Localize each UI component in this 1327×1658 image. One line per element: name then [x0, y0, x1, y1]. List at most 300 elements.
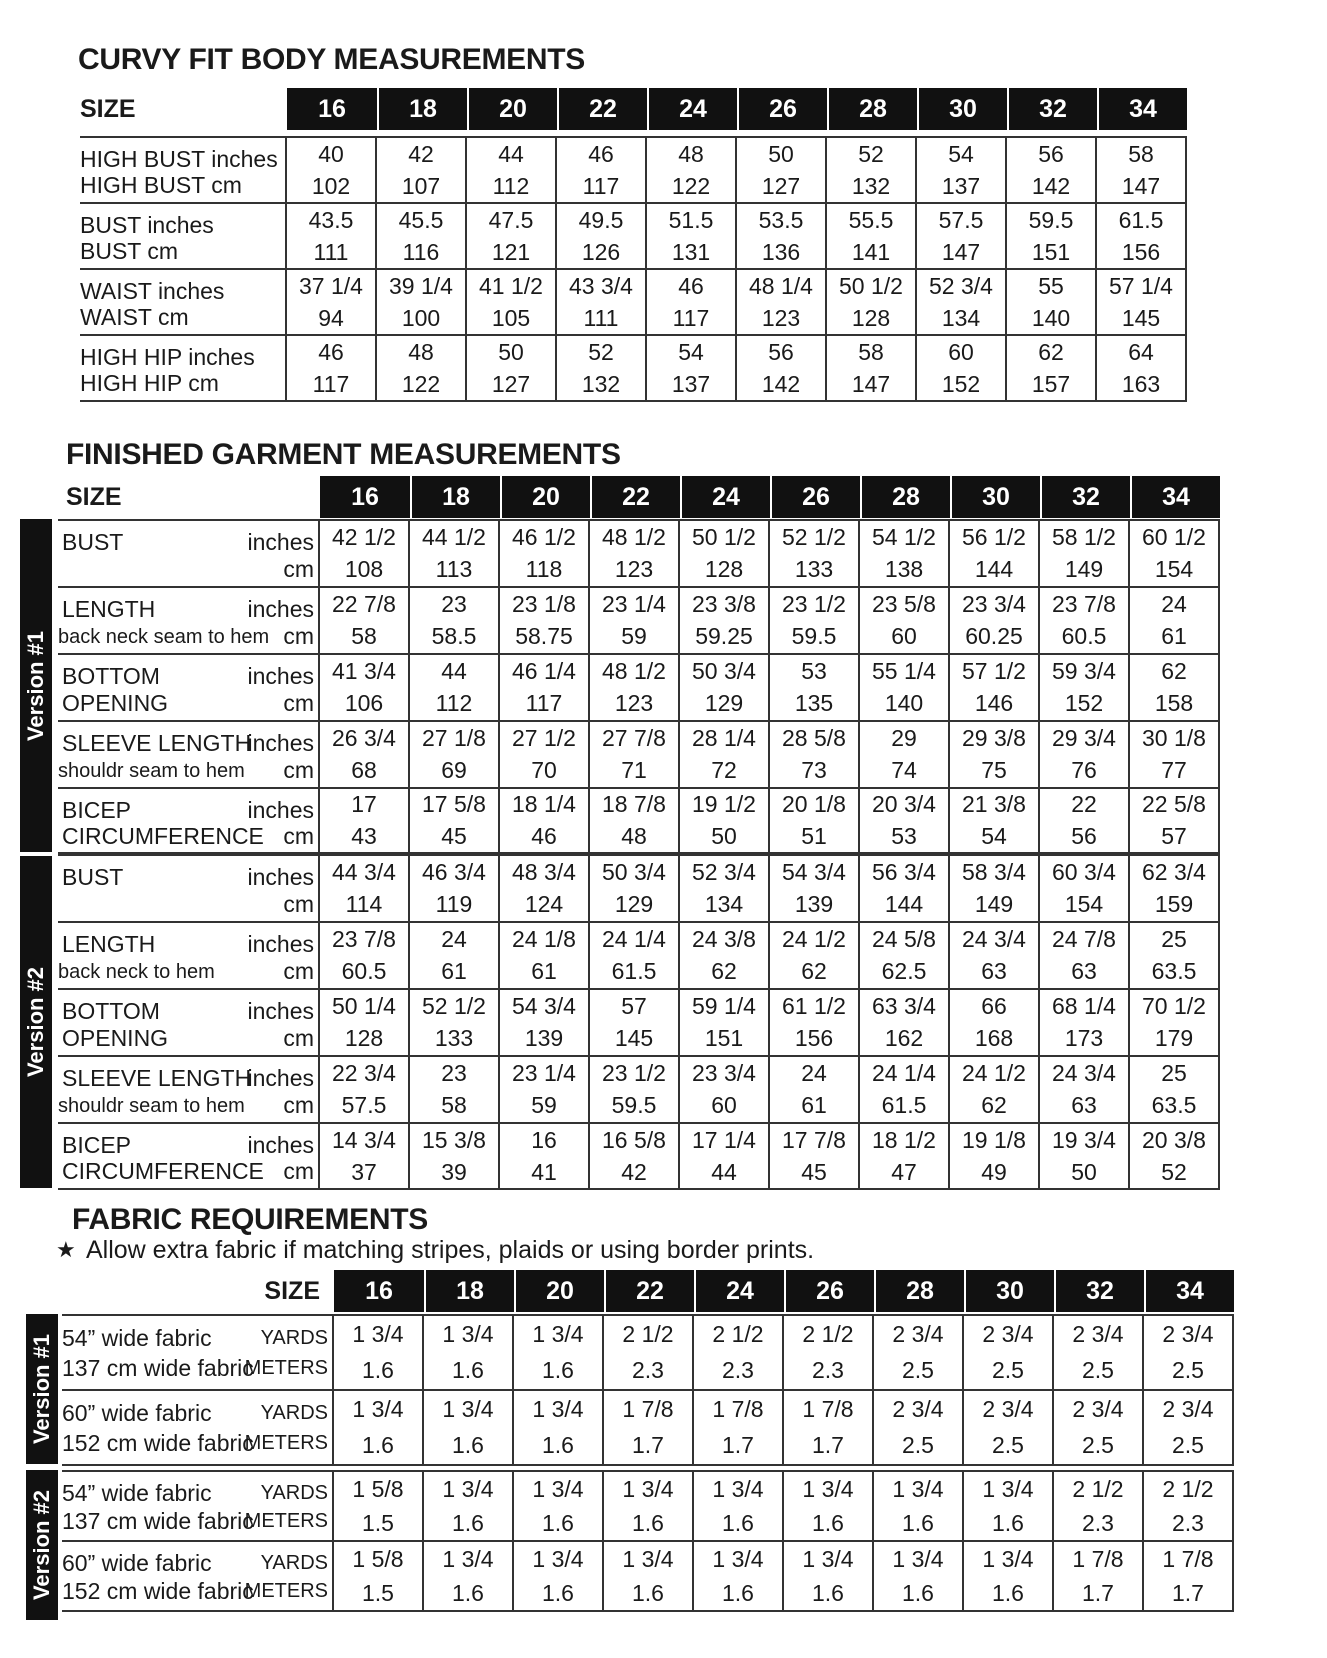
value-primary: 28 1/4 — [692, 724, 756, 751]
unit-label: METERS — [244, 1510, 328, 1532]
garment-v2-value-size-20 — [500, 1057, 590, 1122]
body-value-size-30 — [917, 204, 1007, 268]
value-secondary: 173 — [1064, 1025, 1104, 1052]
value-primary: 53 — [801, 657, 827, 684]
value-secondary: 118 — [525, 556, 563, 583]
garment-v1-value-size-28 — [860, 722, 950, 787]
garment-v2-value-size-20 — [500, 856, 590, 921]
value-primary: 46 — [678, 272, 704, 299]
garment-v1-value-size-22 — [590, 655, 680, 720]
garment-size-24: 24 — [680, 476, 770, 518]
version-1-fabric-label: Version #1 — [26, 1314, 58, 1464]
body-size-34: 34 — [1097, 88, 1187, 130]
value-secondary: 73 — [801, 757, 827, 784]
body-value-size-30 — [917, 336, 1007, 400]
value-secondary: 1.6 — [452, 1357, 484, 1384]
garment-v1-value-size-34 — [1130, 789, 1220, 852]
value-primary: 51.5 — [668, 206, 714, 233]
body-measurements-title: CURVY FIT BODY MEASUREMENTS — [78, 43, 585, 76]
value-primary: 2 3/4 — [982, 1320, 1034, 1347]
value-primary: 24 5/8 — [872, 925, 936, 952]
measurement-name: BOTTOM — [62, 663, 160, 689]
body-value-size-34 — [1097, 270, 1187, 334]
value-primary: 59 3/4 — [1052, 657, 1116, 684]
value-secondary: 1.6 — [722, 1579, 754, 1606]
value-secondary: 100 — [401, 304, 441, 331]
body-value-size-26 — [737, 336, 827, 400]
unit-label: inches — [247, 596, 314, 622]
value-secondary: 147 — [941, 238, 981, 265]
value-secondary: 62.5 — [881, 958, 927, 985]
value-primary: 24 1/4 — [602, 925, 666, 952]
garment-v1-row-label — [58, 588, 320, 653]
version-1-garment-table — [58, 519, 1220, 854]
value-primary: 20 1/8 — [782, 791, 846, 818]
value-secondary: 77 — [1161, 757, 1187, 784]
value-secondary: 2.5 — [992, 1432, 1024, 1459]
unit-label: cm — [283, 1025, 314, 1051]
value-secondary: 63.5 — [1151, 1092, 1197, 1119]
value-secondary: 60.25 — [965, 623, 1023, 650]
value-primary: 2 1/2 — [802, 1320, 854, 1347]
body-value-size-22 — [557, 138, 647, 202]
value-primary: 48 1/2 — [602, 657, 666, 684]
measurement-subname: WAIST cm — [80, 304, 189, 330]
fabric-v1-value-size-16 — [334, 1391, 424, 1464]
fabric-v2-value-size-18 — [424, 1542, 514, 1610]
garment-v2-value-size-28 — [860, 856, 950, 921]
fabric-v1-value-size-28 — [874, 1391, 964, 1464]
value-secondary: 121 — [491, 238, 531, 265]
garment-v1-value-size-16 — [320, 655, 410, 720]
value-primary: 1 3/4 — [982, 1545, 1034, 1572]
body-value-size-22 — [557, 270, 647, 334]
value-secondary: 75 — [981, 757, 1007, 784]
fabric-size-26: 26 — [784, 1270, 874, 1312]
body-value-size-18 — [377, 336, 467, 400]
value-primary: 2 3/4 — [1072, 1395, 1124, 1422]
value-primary: 23 1/4 — [512, 1059, 576, 1086]
value-secondary: 159 — [1154, 891, 1194, 918]
measurement-name: SLEEVE LENGTH — [62, 1065, 252, 1091]
value-primary: 29 — [891, 724, 917, 751]
garment-v1-value-size-32 — [1040, 521, 1130, 586]
garment-v2-value-size-18 — [410, 1057, 500, 1122]
fabric-v2-value-size-24 — [694, 1472, 784, 1540]
garment-v1-value-size-34 — [1130, 655, 1220, 720]
value-primary: 46 1/2 — [512, 523, 576, 550]
value-secondary: 47 — [891, 1158, 917, 1185]
value-primary: 1 7/8 — [1072, 1545, 1124, 1572]
value-secondary: 59.5 — [791, 623, 837, 650]
value-secondary: 144 — [884, 891, 924, 918]
fabric-note: Allow extra fabric if matching stripes, plaids or using border prints. — [86, 1236, 815, 1264]
fabric-size-header — [62, 1270, 1234, 1312]
garment-v2-value-size-28 — [860, 923, 950, 988]
value-secondary: 54 — [981, 822, 1007, 849]
measurement-subname: CIRCUMFERENCE — [62, 823, 264, 849]
value-primary: 2 3/4 — [1162, 1320, 1214, 1347]
garment-v2-value-size-22 — [590, 1124, 680, 1188]
version-1-garment-label: Version #1 — [20, 519, 52, 852]
value-primary: 29 3/4 — [1052, 724, 1116, 751]
value-secondary: 51 — [801, 822, 827, 849]
value-primary: 24 7/8 — [1052, 925, 1116, 952]
value-primary: 24 1/8 — [512, 925, 576, 952]
body-size-22: 22 — [557, 88, 647, 130]
value-primary: 28 5/8 — [782, 724, 846, 751]
value-secondary: 60.5 — [341, 958, 387, 985]
value-secondary: 71 — [621, 757, 647, 784]
value-secondary: 127 — [761, 172, 801, 199]
value-secondary: 39 — [441, 1158, 467, 1185]
value-primary: 58 3/4 — [962, 858, 1026, 885]
value-primary: 52 — [588, 338, 614, 365]
value-secondary: 1.5 — [362, 1509, 394, 1536]
fabric-size-22: 22 — [604, 1270, 694, 1312]
garment-v2-row — [58, 923, 1220, 990]
value-primary: 57 1/4 — [1109, 272, 1173, 299]
garment-v1-value-size-24 — [680, 655, 770, 720]
garment-v1-value-size-30 — [950, 521, 1040, 586]
measurement-subname: BUST cm — [80, 238, 178, 264]
body-size-26: 26 — [737, 88, 827, 130]
garment-v1-value-size-26 — [770, 588, 860, 653]
value-primary: 50 3/4 — [692, 657, 756, 684]
fabric-v2-value-size-32 — [1054, 1542, 1144, 1610]
measurement-subname: 137 cm wide fabric — [62, 1508, 254, 1534]
value-primary: 54 — [948, 140, 974, 167]
value-primary: 2 3/4 — [1072, 1320, 1124, 1347]
value-primary: 61 1/2 — [782, 992, 846, 1019]
value-primary: 24 3/8 — [692, 925, 756, 952]
value-secondary: 63 — [1071, 1092, 1097, 1119]
value-primary: 43.5 — [308, 206, 354, 233]
value-secondary: 128 — [704, 556, 744, 583]
value-secondary: 45 — [441, 822, 467, 849]
value-primary: 46 — [318, 338, 344, 365]
value-secondary: 156 — [1121, 238, 1161, 265]
value-primary: 48 1/4 — [749, 272, 813, 299]
body-value-size-16 — [287, 204, 377, 268]
value-secondary: 58 — [441, 1092, 467, 1119]
value-primary: 23 7/8 — [332, 925, 396, 952]
fabric-size-20: 20 — [514, 1270, 604, 1312]
body-row — [80, 138, 1187, 204]
garment-v2-value-size-34 — [1130, 1057, 1220, 1122]
body-row — [80, 204, 1187, 270]
value-primary: 61.5 — [1118, 206, 1164, 233]
value-secondary: 151 — [704, 1025, 744, 1052]
value-primary: 2 1/2 — [622, 1320, 674, 1347]
garment-v1-row-label — [58, 722, 320, 787]
garment-size-32: 32 — [1040, 476, 1130, 518]
version-2-garment-table — [58, 854, 1220, 1190]
unit-label: cm — [283, 823, 314, 849]
garment-v1-value-size-22 — [590, 521, 680, 586]
body-row-label — [80, 204, 287, 268]
garment-measurements-title: FINISHED GARMENT MEASUREMENTS — [66, 438, 621, 471]
measurement-subname: 137 cm wide fabric — [62, 1355, 254, 1381]
value-secondary: 2.5 — [992, 1357, 1024, 1384]
value-secondary: 139 — [794, 891, 834, 918]
measurement-subname: 152 cm wide fabric — [62, 1578, 254, 1604]
value-secondary: 42 — [621, 1158, 647, 1185]
fabric-size-18: 18 — [424, 1270, 514, 1312]
value-secondary: 62 — [801, 958, 827, 985]
value-primary: 1 3/4 — [892, 1545, 944, 1572]
garment-v2-value-size-22 — [590, 923, 680, 988]
body-value-size-30 — [917, 138, 1007, 202]
value-primary: 1 3/4 — [442, 1545, 494, 1572]
value-secondary: 106 — [344, 690, 384, 717]
garment-v1-row — [58, 655, 1220, 722]
value-primary: 41 1/2 — [479, 272, 543, 299]
fabric-v1-value-size-30 — [964, 1391, 1054, 1464]
fabric-v2-value-size-30 — [964, 1472, 1054, 1540]
value-secondary: 62 — [981, 1092, 1007, 1119]
garment-size-16: 16 — [351, 482, 379, 511]
value-primary: 58 — [1128, 140, 1154, 167]
garment-v1-value-size-24 — [680, 588, 770, 653]
garment-v2-value-size-30 — [950, 1057, 1040, 1122]
garment-size-18: 18 — [410, 476, 500, 518]
value-secondary: 72 — [711, 757, 737, 784]
value-primary: 1 3/4 — [532, 1545, 584, 1572]
value-secondary: 63 — [1071, 958, 1097, 985]
value-primary: 19 1/2 — [692, 791, 756, 818]
version-2-fabric-label: Version #2 — [26, 1470, 58, 1620]
value-secondary: 94 — [318, 304, 344, 331]
body-value-size-22 — [557, 336, 647, 400]
value-secondary: 76 — [1071, 757, 1097, 784]
measurement-name: BUST — [62, 529, 124, 555]
value-secondary: 56 — [1071, 822, 1097, 849]
value-secondary: 1.6 — [992, 1579, 1024, 1606]
value-primary: 19 3/4 — [1052, 1126, 1116, 1153]
value-secondary: 124 — [524, 891, 564, 918]
value-primary: 64 — [1128, 338, 1154, 365]
value-secondary: 1.7 — [632, 1432, 664, 1459]
measurement-name: 54” wide fabric — [62, 1325, 212, 1351]
value-primary: 54 — [678, 338, 704, 365]
unit-label: inches — [247, 864, 314, 890]
value-secondary: 111 — [583, 304, 619, 331]
value-secondary: 133 — [794, 556, 834, 583]
value-secondary: 105 — [491, 304, 531, 331]
value-secondary: 134 — [704, 891, 744, 918]
value-secondary: 61 — [1161, 623, 1187, 650]
garment-v1-row — [58, 521, 1220, 588]
value-secondary: 117 — [525, 690, 563, 717]
fabric-size-24: 24 — [694, 1270, 784, 1312]
fabric-size-32: 32 — [1054, 1270, 1144, 1312]
garment-v1-row — [58, 588, 1220, 655]
value-primary: 2 3/4 — [1162, 1395, 1214, 1422]
value-primary: 20 3/4 — [872, 791, 936, 818]
body-row-label — [80, 270, 287, 334]
value-secondary: 117 — [312, 370, 350, 397]
value-primary: 23 1/2 — [782, 590, 846, 617]
body-value-size-32 — [1007, 336, 1097, 400]
fabric-v1-value-size-20 — [514, 1391, 604, 1464]
fabric-v1-value-size-22 — [604, 1391, 694, 1464]
body-value-size-22 — [557, 204, 647, 268]
value-secondary: 43 — [351, 822, 377, 849]
value-primary: 1 3/4 — [712, 1475, 764, 1502]
body-value-size-34 — [1097, 204, 1187, 268]
garment-v1-value-size-32 — [1040, 588, 1130, 653]
value-primary: 23 1/2 — [602, 1059, 666, 1086]
body-size-columns — [287, 88, 1187, 130]
body-size-16: 16 — [318, 94, 346, 123]
value-secondary: 108 — [344, 556, 384, 583]
value-primary: 1 5/8 — [352, 1545, 404, 1572]
value-primary: 18 1/2 — [872, 1126, 936, 1153]
value-secondary: 58.5 — [431, 623, 477, 650]
measurement-subname: HIGH BUST cm — [80, 172, 242, 198]
garment-v2-value-size-28 — [860, 990, 950, 1055]
garment-v2-value-size-26 — [770, 990, 860, 1055]
value-secondary: 179 — [1154, 1025, 1194, 1052]
body-size-20: 20 — [467, 88, 557, 130]
fabric-v2-value-size-20 — [514, 1542, 604, 1610]
value-secondary: 44 — [711, 1158, 737, 1185]
unit-label: YARDS — [260, 1552, 328, 1574]
value-primary: 55.5 — [848, 206, 894, 233]
body-value-size-20 — [467, 336, 557, 400]
garment-v1-value-size-26 — [770, 655, 860, 720]
value-primary: 45.5 — [398, 206, 444, 233]
value-primary: 57 1/2 — [962, 657, 1026, 684]
garment-v1-value-size-20 — [500, 722, 590, 787]
value-primary: 58 — [858, 338, 884, 365]
value-primary: 1 3/4 — [532, 1395, 584, 1422]
fabric-v1-value-size-22 — [604, 1316, 694, 1389]
value-secondary: 107 — [401, 172, 441, 199]
value-primary: 2 3/4 — [982, 1395, 1034, 1422]
body-value-size-24 — [647, 138, 737, 202]
garment-v2-row — [58, 990, 1220, 1057]
value-primary: 2 3/4 — [892, 1395, 944, 1422]
garment-v2-value-size-20 — [500, 990, 590, 1055]
body-value-size-32 — [1007, 204, 1097, 268]
value-secondary: 69 — [441, 757, 467, 784]
star-icon: ★ — [56, 1237, 76, 1262]
value-secondary: 116 — [402, 238, 440, 265]
value-primary: 50 1/2 — [692, 523, 756, 550]
version-2-garment-label: Version #2 — [20, 856, 52, 1188]
fabric-v2-value-size-26 — [784, 1542, 874, 1610]
value-primary: 23 — [441, 590, 467, 617]
value-secondary: 59 — [531, 1092, 557, 1119]
value-secondary: 140 — [884, 690, 924, 717]
value-secondary: 122 — [671, 172, 711, 199]
value-primary: 44 — [441, 657, 467, 684]
unit-label: YARDS — [260, 1327, 328, 1349]
garment-v1-row-label — [58, 521, 320, 586]
unit-label: inches — [247, 931, 314, 957]
unit-label: inches — [247, 1065, 314, 1091]
garment-v2-value-size-24 — [680, 856, 770, 921]
garment-v1-value-size-28 — [860, 655, 950, 720]
measurement-name: LENGTH — [62, 596, 156, 622]
garment-v2-row-label — [58, 990, 320, 1055]
value-primary: 48 — [678, 140, 704, 167]
fabric-v1-value-size-26 — [784, 1316, 874, 1389]
garment-v2-value-size-32 — [1040, 856, 1130, 921]
garment-v1-value-size-22 — [590, 588, 680, 653]
value-secondary: 114 — [345, 891, 383, 918]
garment-v2-value-size-24 — [680, 1124, 770, 1188]
body-value-size-20 — [467, 270, 557, 334]
value-primary: 17 1/4 — [692, 1126, 756, 1153]
fabric-v1-row-label — [62, 1391, 334, 1464]
value-primary: 60 3/4 — [1052, 858, 1116, 885]
measurement-name: BICEP — [62, 1132, 132, 1158]
value-secondary: 129 — [704, 690, 744, 717]
garment-size-20: 20 — [500, 476, 590, 518]
value-primary: 50 1/4 — [332, 992, 396, 1019]
value-secondary: 111 — [313, 238, 349, 265]
value-secondary: 2.3 — [1082, 1509, 1114, 1536]
value-secondary: 138 — [884, 556, 924, 583]
fabric-v1-value-size-18 — [424, 1391, 514, 1464]
garment-v1-value-size-30 — [950, 789, 1040, 852]
fabric-size-30: 30 — [964, 1270, 1054, 1312]
garment-v2-value-size-18 — [410, 923, 500, 988]
value-primary: 23 7/8 — [1052, 590, 1116, 617]
value-secondary: 63 — [981, 958, 1007, 985]
garment-v2-value-size-30 — [950, 990, 1040, 1055]
garment-v1-row — [58, 722, 1220, 789]
value-secondary: 41 — [531, 1158, 557, 1185]
value-secondary: 48 — [621, 822, 647, 849]
value-secondary: 45 — [801, 1158, 827, 1185]
value-primary: 15 3/8 — [422, 1126, 486, 1153]
value-secondary: 1.6 — [362, 1432, 394, 1459]
measurement-subname: back neck to hem — [58, 961, 215, 983]
garment-v2-row-label — [58, 1057, 320, 1122]
value-secondary: 52 — [1161, 1158, 1187, 1185]
value-primary: 24 1/2 — [962, 1059, 1026, 1086]
garment-v1-value-size-30 — [950, 722, 1040, 787]
garment-v2-value-size-34 — [1130, 923, 1220, 988]
garment-v1-value-size-18 — [410, 789, 500, 852]
garment-v1-value-size-24 — [680, 789, 770, 852]
garment-v2-row — [58, 1124, 1220, 1190]
value-secondary: 1.7 — [1172, 1579, 1204, 1606]
value-primary: 56 1/2 — [962, 523, 1026, 550]
garment-v1-row-label — [58, 789, 320, 852]
unit-label: cm — [283, 958, 314, 984]
value-secondary: 2.5 — [902, 1432, 934, 1459]
value-secondary: 1.6 — [452, 1509, 484, 1536]
value-primary: 24 1/2 — [782, 925, 846, 952]
garment-v2-value-size-16 — [320, 856, 410, 921]
value-primary: 42 1/2 — [332, 523, 396, 550]
value-secondary: 123 — [761, 304, 801, 331]
fabric-v1-value-size-18 — [424, 1316, 514, 1389]
unit-label: inches — [247, 797, 314, 823]
value-primary: 68 1/4 — [1052, 992, 1116, 1019]
value-secondary: 122 — [401, 370, 441, 397]
body-row-label — [80, 138, 287, 202]
value-secondary: 128 — [851, 304, 891, 331]
value-secondary: 1.6 — [362, 1357, 394, 1384]
garment-v2-value-size-16 — [320, 923, 410, 988]
body-size-header — [80, 88, 1187, 130]
